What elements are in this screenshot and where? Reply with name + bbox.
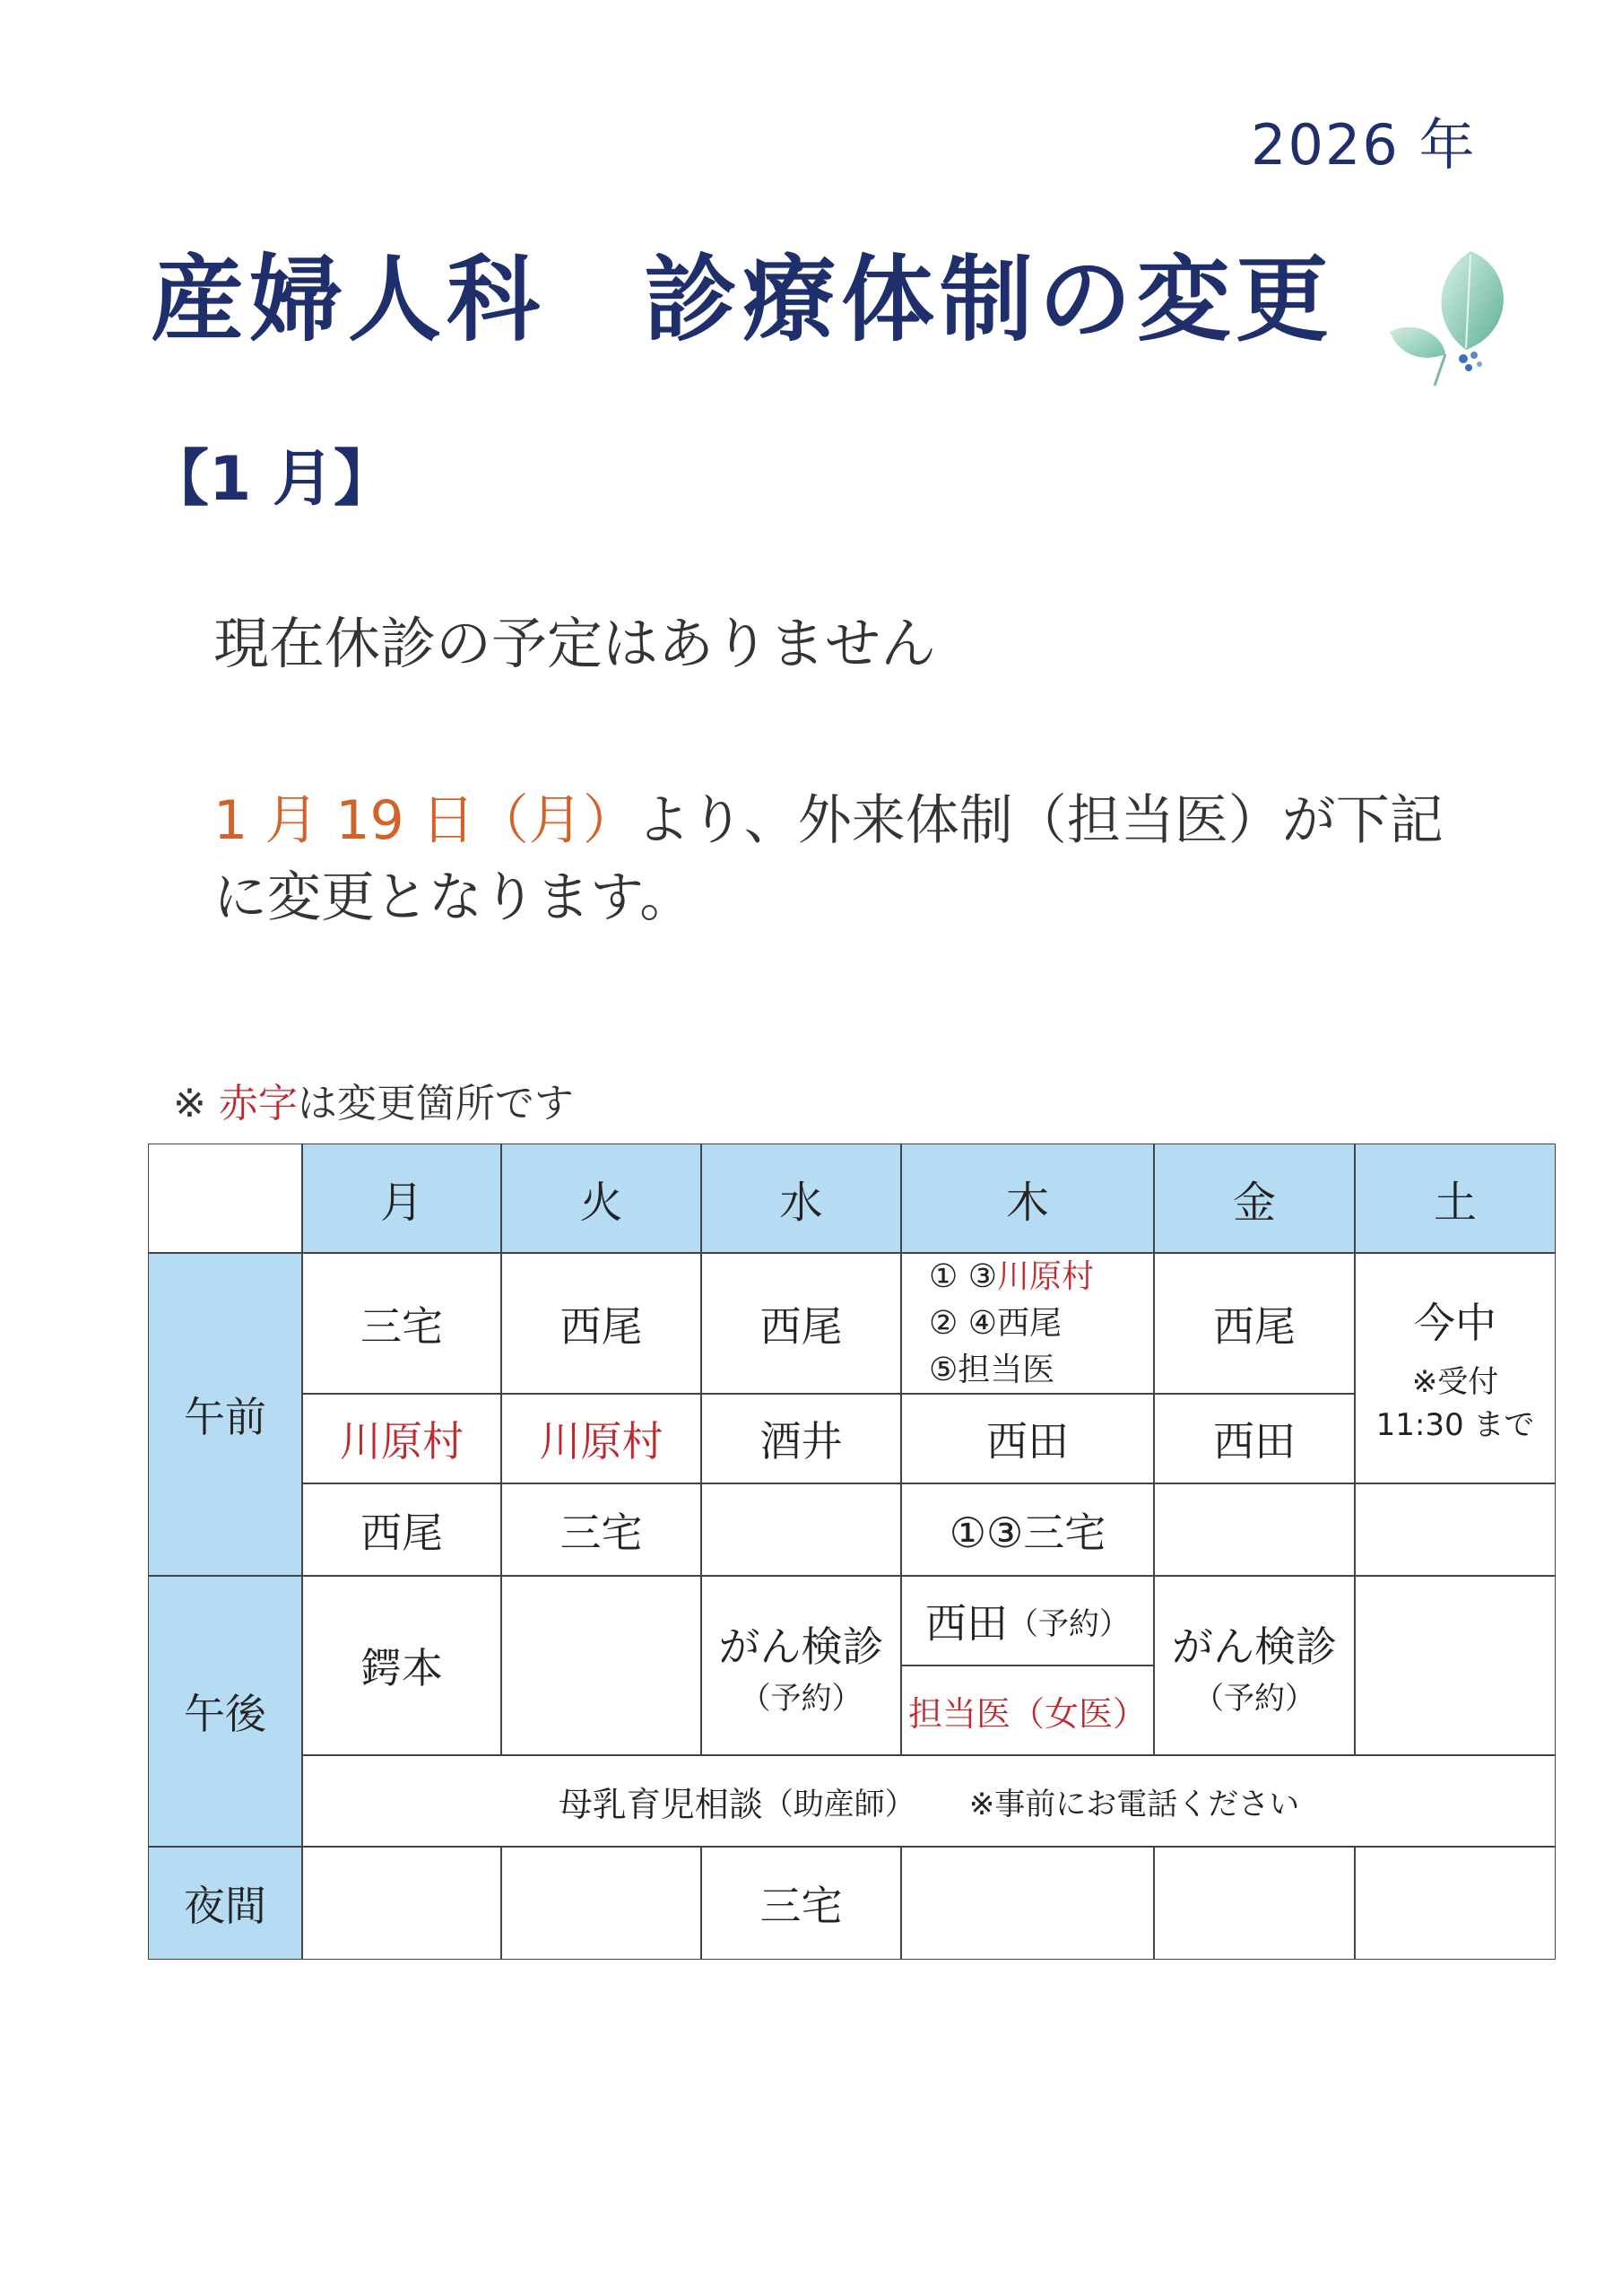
leaf-icon [1381, 242, 1524, 395]
pm-consult-main: 母乳育児相談 [558, 1784, 763, 1824]
header-sat: 土 [1355, 1144, 1556, 1253]
change-date: 1 月 19 日（月） [213, 789, 637, 852]
am-row1-thu-line3: ⑤担当医 [929, 1351, 1055, 1388]
am-row2-fri: 西田 [1154, 1394, 1355, 1483]
night-tue [501, 1847, 701, 1960]
am-sat-doctor: 今中 [1414, 1298, 1496, 1347]
pm-thu-top-main: 西田 [925, 1599, 1008, 1648]
am-row3-tue: 三宅 [501, 1483, 701, 1576]
month-label: 【1 月】 [148, 444, 395, 515]
am-row1-mon: 三宅 [302, 1253, 501, 1394]
pm-mon: 鍔本 [302, 1576, 501, 1755]
pm-consult [302, 1755, 1556, 1847]
pm-fri-main: がん検診 [1172, 1622, 1337, 1671]
am-sat-note2: 11:30 まで [1375, 1406, 1535, 1443]
am-row3-mon: 西尾 [302, 1483, 501, 1576]
pm-wed [701, 1576, 901, 1755]
period-night: 夜間 [148, 1847, 302, 1960]
page-title: 産婦人科 診療体制の変更 [151, 245, 1335, 354]
am-row1-thu-line2: ② ④西尾 [929, 1304, 1062, 1342]
legend-text: は変更箇所です [297, 1081, 574, 1126]
pm-thu-top-sub: （予約） [1008, 1605, 1130, 1642]
pm-wed-sub: （予約） [740, 1680, 863, 1717]
pm-fri [1154, 1576, 1355, 1755]
am-sat-note1: ※受付 [1411, 1363, 1499, 1400]
legend-note [148, 1025, 574, 1128]
pm-thu-bottom: 担当医（女医） [901, 1665, 1154, 1755]
am-row2-thu: 西田 [901, 1394, 1154, 1483]
schedule-table [148, 1144, 1556, 1960]
header-corner [148, 1144, 302, 1253]
night-thu [901, 1847, 1154, 1960]
am-row1-fri: 西尾 [1154, 1253, 1355, 1394]
night-fri [1154, 1847, 1355, 1960]
am-row2-wed: 酒井 [701, 1394, 901, 1483]
pm-sat [1355, 1576, 1556, 1755]
legend-red-text: 赤字 [218, 1081, 298, 1126]
pm-consult-sub: （助産師） [762, 1786, 915, 1822]
closure-notice: 現在休診の予定はありません [213, 611, 937, 676]
header-tue: 火 [501, 1144, 701, 1253]
am-row1-wed: 西尾 [701, 1253, 901, 1394]
am-row2-mon: 川原村 [302, 1394, 501, 1483]
am-row1-thu [901, 1253, 1154, 1394]
am-row1-thu-line1: ① ③川原村 [929, 1257, 1095, 1295]
year-label: 2026 年 [1251, 112, 1477, 178]
change-notice [213, 782, 1487, 936]
legend-mark: ※ [172, 1081, 219, 1126]
change-text: より、外来体制（担当医）が下記に変更となります。 [213, 789, 1444, 929]
header-fri: 金 [1154, 1144, 1355, 1253]
pm-thu-top [901, 1576, 1154, 1665]
night-sat [1355, 1847, 1556, 1960]
period-pm: 午後 [148, 1576, 302, 1847]
pm-wed-main: がん検診 [718, 1622, 884, 1671]
header-mon: 月 [302, 1144, 501, 1253]
pm-tue [501, 1576, 701, 1755]
am-row1-tue: 西尾 [501, 1253, 701, 1394]
pm-fri-sub: （予約） [1193, 1680, 1315, 1717]
pm-consult-note: ※事前にお電話ください [968, 1786, 1300, 1822]
header-thu: 木 [901, 1144, 1154, 1253]
period-am: 午前 [148, 1253, 302, 1576]
am-row3-sat [1355, 1483, 1556, 1576]
night-mon [302, 1847, 501, 1960]
am-row3-fri [1154, 1483, 1355, 1576]
am-row3-wed [701, 1483, 901, 1576]
am-row2-tue: 川原村 [501, 1394, 701, 1483]
am-sat [1355, 1253, 1556, 1483]
am-row3-thu: ①③三宅 [901, 1483, 1154, 1576]
night-wed: 三宅 [701, 1847, 901, 1960]
header-wed: 水 [701, 1144, 901, 1253]
